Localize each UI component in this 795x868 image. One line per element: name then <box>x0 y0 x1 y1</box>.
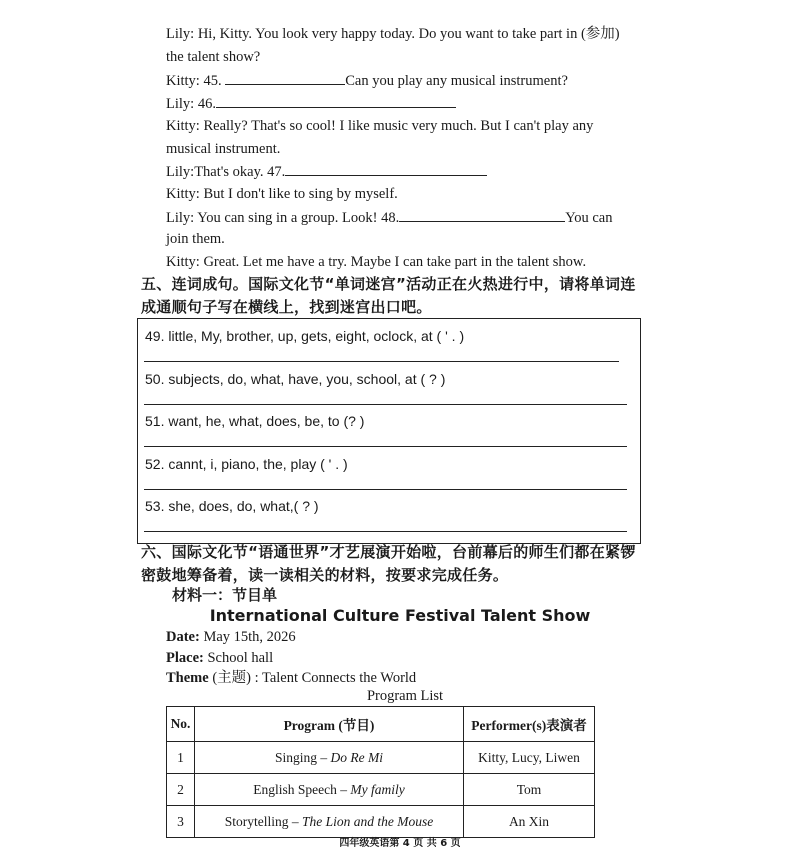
program-table <box>166 706 595 838</box>
row-program <box>195 742 464 774</box>
table-row <box>167 806 595 838</box>
program-name: Do Re Mi <box>330 749 383 765</box>
dialogue-line-6: musical instrument. <box>166 141 281 157</box>
header-no: No. <box>167 707 195 742</box>
answer-line-53[interactable] <box>144 531 627 532</box>
dialogue-line-1: Lily: Hi, Kitty. You look very happy today. Do you want to take part in (参加) <box>166 26 620 42</box>
program-name: My family <box>350 781 405 797</box>
row-performer: Tom <box>464 774 595 806</box>
theme-label: Theme <box>166 670 209 686</box>
row-program <box>195 806 464 838</box>
kitty-45-rest: Can you play any musical instrument? <box>345 73 568 89</box>
answer-line-52[interactable] <box>144 489 627 490</box>
date-value: May 15th, 2026 <box>199 629 296 645</box>
question-53: 53. she, does, do, what,( ? ) <box>145 498 319 514</box>
section-6-heading-line-2: 密鼓地筹备着，读一读相关的材料，按要求完成任务。 <box>141 566 509 584</box>
answer-blank-48[interactable] <box>399 207 565 222</box>
header-program: Program (节目) <box>195 707 464 742</box>
section-6-heading-line-1: 六、国际文化节“语通世界”才艺展演开始啦，台前幕后的师生们都在紧锣 <box>141 543 636 561</box>
section-5-heading-line-1: 五、连词成句。国际文化节“单词迷宫”活动正在火热进行中，请将单词连 <box>141 275 636 293</box>
lily-48-rest: You can <box>565 210 613 226</box>
dialogue-line-3 <box>166 70 568 91</box>
word-maze-box <box>137 318 641 544</box>
date-line <box>166 627 296 647</box>
question-51: 51. want, he, what, does, be, to (? ) <box>145 413 365 429</box>
dialogue-line-10: join them. <box>166 231 225 247</box>
row-no: 3 <box>167 806 195 838</box>
lily-48-label: Lily: You can sing in a group. Look! 48. <box>166 210 400 226</box>
material-one-label: 材料一：节目单 <box>172 586 278 604</box>
row-performer: An Xin <box>464 806 595 838</box>
answer-blank-45[interactable] <box>225 70 345 85</box>
program-title: International Culture Festival Talent Show <box>209 606 591 625</box>
section-5-heading-line-2: 成通顺句子写在横线上，找到迷宫出口吧。 <box>141 298 432 316</box>
dialogue-line-9 <box>166 207 612 228</box>
page-footer: 四年级英语第 4 页 共 6 页 <box>339 838 461 849</box>
table-header-row <box>167 707 595 742</box>
program-type: Singing – <box>275 749 331 765</box>
theme-line <box>166 668 416 688</box>
theme-value: (主题) : Talent Connects the World <box>208 670 417 686</box>
answer-blank-46[interactable] <box>216 93 456 108</box>
place-value: School hall <box>203 650 274 666</box>
date-label: Date: <box>166 629 200 645</box>
row-no: 1 <box>167 742 195 774</box>
question-50: 50. subjects, do, what, have, you, school, at ( ? ) <box>145 371 446 387</box>
place-line <box>166 648 273 668</box>
row-program <box>195 774 464 806</box>
kitty-45-label: Kitty: 45. <box>166 73 226 89</box>
program-type: Storytelling – <box>224 813 302 829</box>
question-49: 49. little, My, brother, up, gets, eight, oclock, at ( ' . ) <box>145 328 465 344</box>
dialogue-line-2: the talent show? <box>166 49 261 65</box>
question-52: 52. cannt, i, piano, the, play ( ' . ) <box>145 456 348 472</box>
table-row <box>167 774 595 806</box>
program-type: English Speech – <box>253 781 351 797</box>
place-label: Place: <box>166 650 204 666</box>
header-performer: Performer(s)表演者 <box>464 707 595 742</box>
answer-blank-47[interactable] <box>285 161 487 176</box>
lily-46-label: Lily: 46. <box>166 96 216 112</box>
answer-line-49[interactable] <box>144 361 619 362</box>
row-no: 2 <box>167 774 195 806</box>
lily-47-label: Lily:That's okay. 47. <box>166 164 286 180</box>
dialogue-line-5: Kitty: Really? That's so cool! I like music very much. But I can't play any <box>166 118 594 134</box>
dialogue-line-11: Kitty: Great. Let me have a try. Maybe I can take part in the talent show. <box>166 254 587 270</box>
table-row <box>167 742 595 774</box>
dialogue-line-4 <box>166 93 456 114</box>
dialogue-line-8: Kitty: But I don't like to sing by myself. <box>166 186 398 202</box>
answer-line-50[interactable] <box>144 404 627 405</box>
program-name: The Lion and the Mouse <box>302 813 434 829</box>
answer-line-51[interactable] <box>144 446 627 447</box>
dialogue-line-7 <box>166 161 487 182</box>
row-performer: Kitty, Lucy, Liwen <box>464 742 595 774</box>
program-list-caption: Program List <box>366 688 444 704</box>
